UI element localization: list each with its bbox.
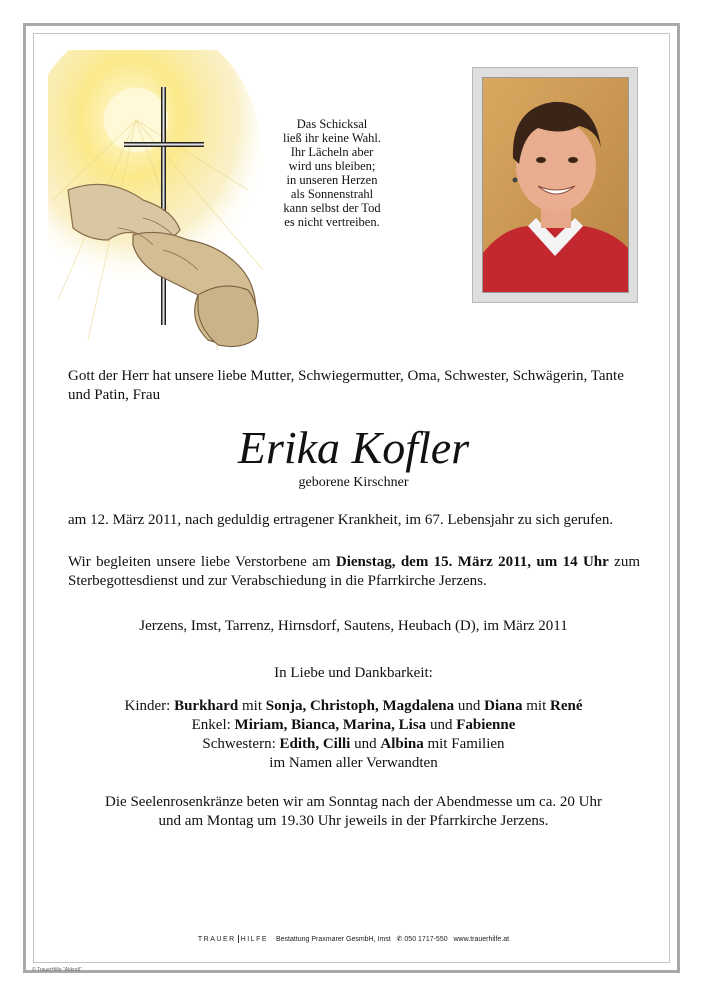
service-text: zum Sterbegottesdienst und zur Verabschiedung in die Pfarrkirche Jerzens. [68,554,641,589]
company-name: Bestattung Praxmarer GesmbH, Imst [275,936,391,943]
deceased-name: Erika Kofler [237,422,470,473]
service-notice [68,553,640,591]
place-date: Jerzens, Imst, Tarrenz, Hirnsdorf, Sautens, Heubach (D), im März 2011 [139,618,568,634]
portrait-photo [483,78,628,292]
family-children: Kinder: Burkhard mit Sonja, Christoph, Magdalena und Diana mit René [124,698,583,714]
service-date: Dienstag, dem 15. März 2011, um 14 Uhr [335,554,609,570]
poem-line: Das Schicksal [296,117,368,131]
poem-line: Ihr Lächeln aber [290,145,374,159]
poem-line: kann selbst der Tod [283,201,381,215]
cross-hands-sun-illustration [48,50,278,360]
family-relatives: im Namen aller Verwandten [269,755,438,771]
intro-text: Gott der Herr hat unsere liebe Mutter, Schwiegermutter, Oma, Schwester, Schwägerin, Tante und Patin, Frau [68,368,624,403]
trauerhilfe-logo: TRAUER HILFE [197,936,269,943]
family-grandchildren: Enkel: Miriam, Bianca, Marina, Lisa und Fabienne [191,717,516,733]
birth-name: geborene Kirschner [298,475,409,490]
poem-line: wird uns bleiben; [288,159,376,173]
rosary-line: Die Seelenrosenkränze beten wir am Sonntag nach der Abendmesse um ca. 20 Uhr [105,794,602,810]
phone-number: 050 1717-550 [404,936,448,943]
service-text: Wir begleiten unsere liebe Verstorbene am [68,554,336,570]
poem-line: es nicht vertreiben. [284,215,380,229]
poem [272,117,392,229]
website-link[interactable]: www.trauerhilfe.at [453,936,510,943]
poem-line: als Sonnenstrahl [290,187,374,201]
phone-icon: ✆ [396,936,403,943]
thanks-heading: In Liebe und Dankbarkeit: [274,665,433,681]
family-sisters: Schwestern: Edith, Cilli und Albina mit Familien [202,736,505,752]
rosary-notice [0,793,707,831]
death-notice: am 12. März 2011, nach geduldig ertragener Krankheit, im 67. Lebensjahr zu sich gerufen. [68,512,614,528]
copyright-note: © TrauerHilfe "Abkndl" [32,967,82,973]
poem-line: ließ ihr keine Wahl. [282,131,382,145]
family-list [0,697,707,773]
rosary-line: und am Montag um 19.30 Uhr jeweils in der Pfarrkirche Jerzens. [158,813,549,829]
footer [0,935,707,943]
poem-line: in unseren Herzen [286,173,378,187]
